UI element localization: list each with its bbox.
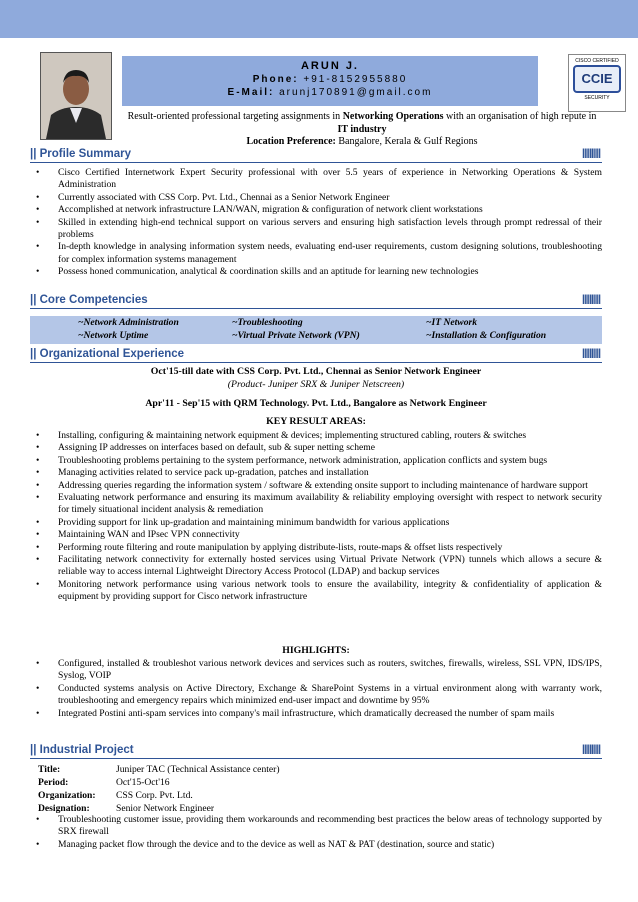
email-address: arunj170891@gmail.com	[279, 87, 433, 98]
list-item: • Facilitating network connectivity for externally hosted services using Virtual Private Network (VPN) tunnels which allows a secure & reliable way to access internal Lightweight Directory Access Protocol (LDAP) and backup services	[30, 554, 602, 579]
core-item: ~Network Administration	[78, 317, 179, 328]
section-profile-summary: || Profile Summary ||||||||||	[30, 148, 602, 163]
highlights-title: HIGHLIGHTS:	[282, 645, 350, 656]
list-item: • Managing activities related to service pack up-gradation, patches and installation	[30, 467, 602, 479]
kra-list	[30, 430, 602, 604]
list-item: • In-depth knowledge in analysing information system needs, evaluating end-user requirements, custom designing solutions, troubleshooting for complex information systems management	[30, 241, 602, 266]
project-org-row: Organization: CSS Corp. Pvt. Ltd.	[38, 790, 193, 801]
list-item: • Possess honed communication, analytical & coordination skills and an aptitude for learning new technologies	[30, 266, 602, 278]
objective: Result-oriented professional targeting assignments in Networking Operations with an organisation of high repute in IT industry Location Preference: Bangalore, Kerala & Gulf Regions	[127, 111, 597, 147]
job-2: Apr'11 - Sep'15 with QRM Technology. Pvt. Ltd., Bangalore as Network Engineer	[145, 398, 487, 409]
list-item: • Maintaining WAN and IPsec VPN connectivity	[30, 529, 602, 541]
section-industrial-project: || Industrial Project ||||||||||	[30, 744, 602, 759]
candidate-name: ARUN J.	[300, 60, 359, 72]
list-item: • Providing support for link up-gradation and maintaining minimum bandwidth for various applications	[30, 517, 602, 529]
profile-list	[30, 167, 602, 279]
core-item: ~Network Uptime	[78, 330, 149, 341]
list-item: • Performing route filtering and route manipulation by applying distribute-lists, route-maps & offset lists respectively	[30, 542, 602, 554]
section-core-competencies: || Core Competencies ||||||||||	[30, 294, 602, 309]
list-item: • Currently associated with CSS Corp. Pvt. Ltd., Chennai as a Senior Network Engineer	[30, 192, 602, 204]
list-item: • Integrated Postini anti-spam services into company's mail infrastructure, which dramatically decreased the number of spam mails	[30, 708, 602, 720]
core-item: ~Troubleshooting	[232, 317, 303, 328]
list-item: • Managing packet flow through the device and to the device as well as NAT & PAT (destination, source and static)	[30, 839, 602, 851]
project-title-row: Title: Juniper TAC (Technical Assistance center)	[38, 764, 280, 775]
section-org-experience: || Organizational Experience ||||||||||	[30, 348, 602, 363]
project-details	[38, 763, 280, 815]
core-item: ~Installation & Configuration	[426, 330, 547, 341]
email-line: E-Mail: arunj170891@gmail.com	[227, 87, 433, 98]
list-item: • Troubleshooting problems pertaining to the system performance, network administration, application conflicts and system bugs	[30, 455, 602, 467]
project-designation-row: Designation: Senior Network Engineer	[38, 803, 215, 814]
person-photo-icon	[41, 53, 111, 139]
list-item: • Monitoring network performance using various network tools to ensure the availability, integrity & confidentiality of application & equipment by providing support for Cisco network infrastructure	[30, 579, 602, 604]
list-item: • Installing, configuring & maintaining network equipment & devices; implementing structured cabling, routers & switches	[30, 430, 602, 442]
job-1-product: (Product- Juniper SRX & Juniper Netscreen)	[227, 379, 405, 390]
job-1: Oct'15-till date with CSS Corp. Pvt. Ltd., Chennai as Senior Network Engineer	[150, 366, 482, 377]
list-item: • Configured, installed & troubleshot various network devices and services such as routers, switches, firewalls, wireless, SSL VPN, IDS/IPS, Syslog, VOIP	[30, 658, 602, 683]
kra-title: KEY RESULT AREAS:	[266, 416, 366, 427]
location-label: Location Preference:	[246, 136, 336, 147]
location-value: Bangalore, Kerala & Gulf Regions	[338, 136, 478, 147]
list-item: • Accomplished at network infrastructure LAN/WAN, migration & configuration of network client workstations	[30, 204, 602, 216]
list-item: • Evaluating network performance and ensuring its maximum availability & reliability employing oversight with respect to network security for timely situational incident analysis & remediation	[30, 492, 602, 517]
highlights-list	[30, 658, 602, 720]
list-item: • Conducted systems analysis on Active Directory, Exchange & SharePoint Systems in a virtual environment along with warranty work, troubleshooting and emergency repairs which minimized end-user impact and downtime by 95%	[30, 683, 602, 708]
project-period-row: Period: Oct'15-Oct'16	[38, 777, 170, 788]
phone-line: Phone: +91-8152955880	[252, 74, 408, 85]
core-competencies	[30, 316, 602, 344]
profile-photo	[40, 52, 112, 140]
list-item: • Skilled in extending high-end technical support on various servers and ensuring high satisfaction levels through prompt redressal of their problems	[30, 217, 602, 242]
project-list	[30, 814, 602, 851]
phone-number: +91-8152955880	[303, 74, 408, 85]
core-item: ~Virtual Private Network (VPN)	[232, 330, 360, 341]
core-item: ~IT Network	[426, 317, 478, 328]
ccie-logo: CISCO CERTIFIED CCIE SECURITY	[568, 54, 626, 112]
list-item: • Cisco Certified Internetwork Expert Security professional with over 5.5 years of experience in Networking Operations & System Administration	[30, 167, 602, 192]
list-item: • Addressing queries regarding the information system / software & extending onsite support to including maintenance of hardware support	[30, 480, 602, 492]
top-banner	[0, 0, 638, 38]
list-item: • Assigning IP addresses on interfaces based on default, sub & super netting scheme	[30, 442, 602, 454]
list-item: • Troubleshooting customer issue, providing them workarounds and recommending best practices the below areas of technology supported by SRX firewall	[30, 814, 602, 839]
header-box	[122, 56, 538, 106]
